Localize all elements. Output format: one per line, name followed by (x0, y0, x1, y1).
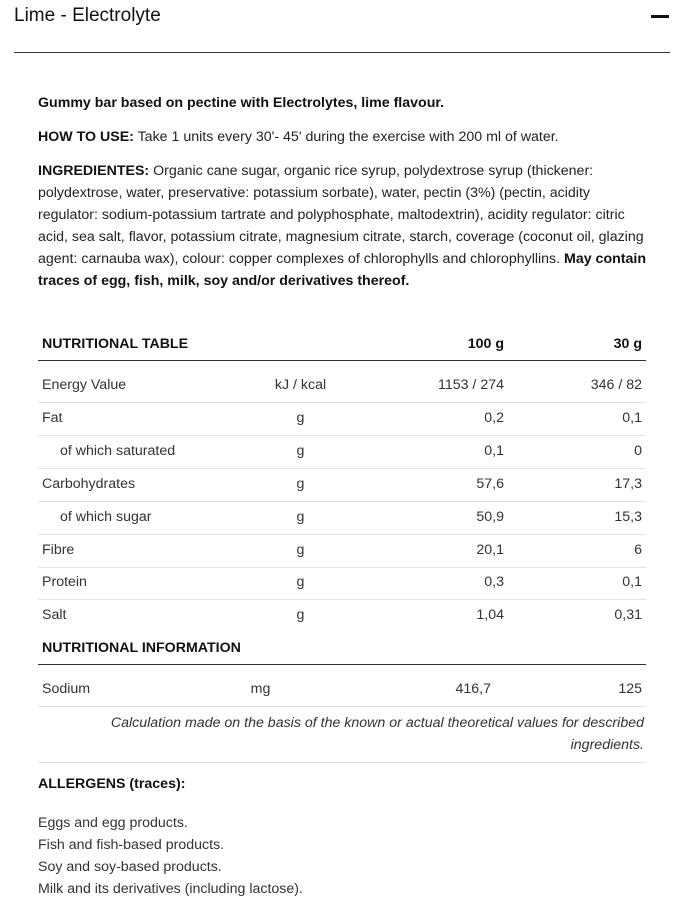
header-divider (14, 52, 670, 53)
nutrient-per30: 346 / 82 (590, 377, 642, 393)
nutrient-per100: 50,9 (476, 509, 504, 525)
nutrient-name: Salt (42, 607, 67, 623)
nutrient-per100: 416,7 (455, 681, 491, 697)
nutrient-per100: 20,1 (476, 542, 504, 558)
allergens-title: ALLERGENS (traces): (38, 776, 186, 792)
nutrient-unit: kJ / kcal (274, 377, 327, 393)
nutrient-per30: 0,1 (622, 410, 642, 426)
how-to-use-text: Take 1 units every 30'- 45' during the exercise with 200 ml of water. (133, 129, 559, 145)
nutrient-name: Energy Value (42, 377, 127, 393)
table-row (38, 502, 646, 535)
ingredients-label: INGREDIENTES: (38, 163, 150, 179)
intro-text: Gummy bar based on pectine with Electrolytes, lime flavour. (38, 95, 445, 111)
nutrient-unit: g (296, 607, 305, 623)
nutrient-per30: 15,3 (614, 509, 642, 525)
nutrient-unit: g (296, 574, 305, 590)
table-row (38, 469, 646, 502)
nutrient-name: Fat (42, 410, 63, 426)
allergens-list (38, 812, 303, 900)
table-row (38, 567, 646, 600)
nutrient-name: Carbohydrates (42, 476, 136, 492)
nutrient-per100: 0,3 (484, 574, 504, 590)
nutrition-table-title: NUTRITIONAL TABLE (42, 336, 189, 352)
list-item: Fish and fish-based products. (38, 837, 225, 853)
list-item: Eggs and egg products. (38, 815, 188, 831)
nutrition-info-header (38, 636, 646, 665)
nutrient-per30: 6 (634, 542, 642, 558)
table-row (38, 600, 646, 632)
column-100g: 100 g (467, 336, 504, 352)
nutrient-name: of which saturated (60, 443, 176, 459)
calculation-note: Calculation made on the basis of the known or actual theoretical values for described ingredients. (110, 715, 644, 753)
nutrient-unit: g (296, 542, 305, 558)
nutrient-name: Protein (42, 574, 87, 590)
how-to-use (38, 126, 648, 148)
ingredients-text: Organic cane sugar, organic rice syrup, polydextrose syrup (thickener: polydextrose, water, preservative: potassium sorbate), water, pectin (3%) (pectin, acidity regulator: sodium-potassium tartrate and polyphosphate, maltodextrin), acidity regulator: citric acid, sea salt, flavor, potassium citrate, magnesium citrate, starch, coverage (coconut oil, glazing agent: carnauba wax), colour: copper complexes of chlorophylls and chlorophyllins. (38, 163, 644, 267)
list-item: Milk and its derivatives (including lactose). (38, 881, 303, 897)
nutrient-per100: 57,6 (476, 476, 504, 492)
nutrient-per30: 0,1 (622, 574, 642, 590)
nutrient-unit: mg (250, 681, 271, 697)
list-item: Soy and soy-based products. (38, 859, 222, 875)
table-row (38, 403, 646, 436)
nutrient-per100: 0,2 (484, 410, 504, 426)
table-row-sodium (38, 674, 646, 707)
ingredients (38, 160, 650, 292)
nutrient-per30: 17,3 (614, 476, 642, 492)
product-intro (38, 92, 648, 114)
nutrient-unit: g (296, 476, 305, 492)
nutrient-name: of which sugar (60, 509, 152, 525)
table-row (38, 370, 646, 403)
nutrition-table-header (38, 332, 646, 361)
column-30g: 30 g (613, 336, 642, 352)
nutrient-unit: g (296, 443, 305, 459)
minus-icon[interactable] (651, 15, 669, 18)
nutrient-per100: 1,04 (476, 607, 504, 623)
accordion-header[interactable] (0, 0, 697, 53)
nutrient-per100: 0,1 (484, 443, 504, 459)
nutrient-per30: 0 (634, 443, 642, 459)
nutrient-name: Sodium (42, 681, 91, 697)
traces-text: May contain traces of egg, fish, milk, soy and/or derivatives thereof. (38, 251, 647, 289)
nutrient-per30: 0,31 (614, 607, 642, 623)
table-row (38, 535, 646, 568)
note-divider (38, 762, 646, 763)
nutrient-unit: g (296, 410, 305, 426)
table-row (38, 436, 646, 469)
how-to-use-label: HOW TO USE: (38, 129, 134, 145)
nutrient-per100: 1153 / 274 (437, 377, 504, 393)
nutrient-unit: g (296, 509, 305, 525)
accordion-title: Lime - Electrolyte (14, 5, 161, 26)
nutrient-name: Fibre (42, 542, 75, 558)
nutrition-info-title: NUTRITIONAL INFORMATION (42, 640, 241, 656)
nutrient-per30: 125 (618, 681, 642, 697)
